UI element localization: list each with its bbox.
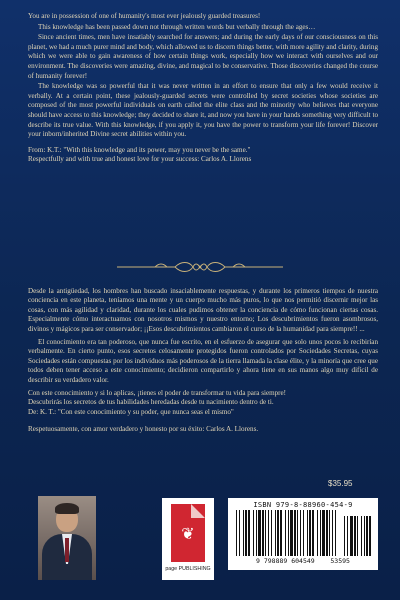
english-regards-line: Respectfully and with true and honest love for your success: Carlos A. Llorens (28, 155, 252, 164)
publisher-badge (162, 498, 214, 580)
english-signature (28, 146, 378, 165)
barcode-main-digits: 9 798889 604549 (256, 557, 315, 565)
english-paragraph: Since ancient times, men have insatiably searched for answers; and during the early days of our consciousness on this planet, we had a much purer mind and body, which allowed us to discern things better, with more agility and clarity, during which we were able to gain awareness of how certain things work, especially how we interact with ourselves and our environment. The discoveries were amazing, divine, and magical to be conservative. Those discoveries changed the course of humanity forever! (28, 33, 378, 80)
english-blurb (28, 12, 378, 165)
barcode-digits (228, 557, 378, 565)
english-from-line: From: K.T.: "With this knowledge and its power, may you never be the same." (28, 145, 251, 154)
page-publishing-logo-icon: ❦ (171, 504, 205, 562)
price-label: $35.95 (328, 479, 353, 488)
spanish-line: De: K. T.: "Con este conocimiento y su poder, que nunca seas el mismo" (28, 407, 234, 416)
english-paragraph: The knowledge was so powerful that it was never written in an effort to ensure that only a few would receive it verbally. At a certain point, these jealously-guarded secrets were controlled by secret societies whose societies are composed of the most powerful individuals on earth called the elite class and the minority who believes that everyone should have access to this knowledge; they decided to share it, and now you have in your hands something very difficult to describe its true value. With this knowledge, if you apply it, you have the power to transform your life forever! Discover your inborn/inherited Divine secret abilities within you. (28, 82, 378, 139)
barcode-addon-digits: 53595 (330, 557, 350, 565)
english-paragraph: This knowledge has been passed down not through written words but verbally through the ages… (38, 22, 316, 31)
flourish-divider-icon (115, 259, 285, 275)
spanish-line: Con este conocimiento y si lo aplicas, ¡tienes el poder de transformar tu vida para siempre! (28, 389, 287, 398)
spanish-closing (28, 389, 378, 435)
spanish-paragraph: El conocimiento era tan poderoso, que nunca fue escrito, en el esfuerzo de asegurar que solo unos pocos lo recibirían verbalmente. En cierto punto, esos secretos celosamente protegidos fueron controlados por Sociedades Secretas, cuyas Sociedades están compuestas por los individuos más poderosos de la tierra llamada la clase élite, y la minoría que cree que todos deben tener acceso a este conocimiento; decidieron compartirlo y ahora tiene en sus manos algo muy difícil de describir su verdadero valor. (28, 338, 378, 384)
isbn-label: ISBN 979-8-88960-454-9 (253, 501, 353, 509)
spanish-blurb (28, 287, 378, 435)
barcode-bars (234, 510, 372, 556)
spanish-line: Descubrirás los secretos de tus habilidades heredadas desde tu nacimiento dentro de ti. (28, 398, 274, 407)
english-paragraph: You are in possession of one of humanity's most ever jealously guarded treasures! (28, 12, 261, 20)
author-photo (38, 496, 96, 580)
barcode (228, 498, 378, 570)
spanish-paragraph: Desde la antigüedad, los hombres han buscado insaciablemente respuestas, y durante los primeros tiempos de nuestra conciencia en este planeta, teníamos una mente y un cuerpo mucho más puros, lo que nos permitió discernir mejor las cosas, con más agilidad y claridad, durante los cuales pudimos obtener la conciencia de cómo funcionan ciertas cosas. Especialmente cómo interactuamos con nosotros mismos y nuestro entorno; Los descubrimientos fueron asombrosos, divinos y mágicos para ser conservador; ¡¡Esos descubrimientos cambiaron el curso de la humanidad para siempre!! ... (28, 287, 378, 333)
publisher-name: page PUBLISHING (165, 566, 211, 572)
spanish-regards-line: Respetuosamente, con amor verdadero y honesto por su éxito: Carlos A. Llorens. (28, 425, 259, 434)
